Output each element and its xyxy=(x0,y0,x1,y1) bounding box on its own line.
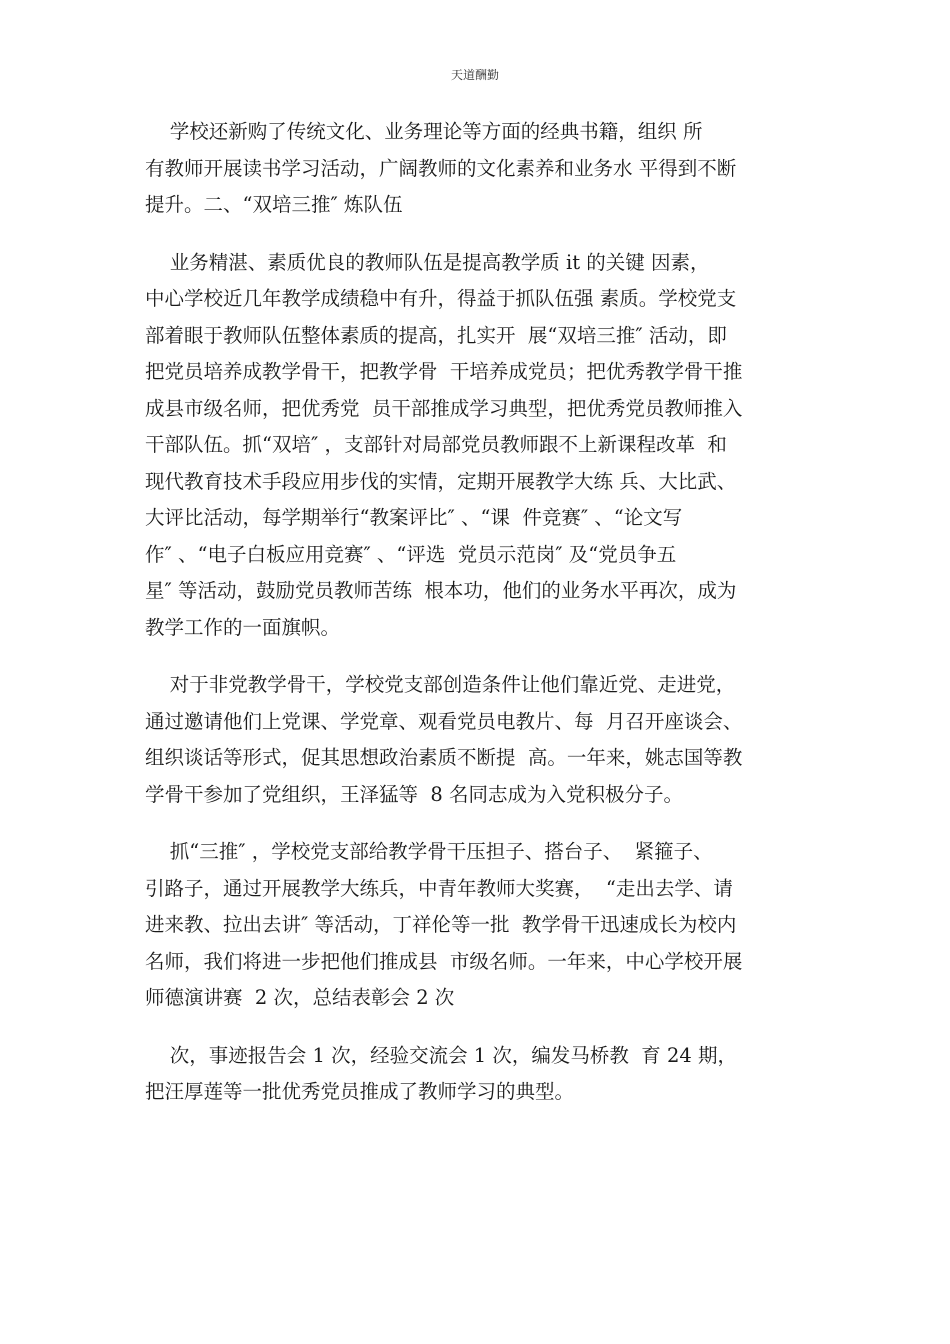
text-line: 星″ 等活动，鼓励党员教师苦练 根本功，他们的业务水平再次，成为 xyxy=(145,579,737,602)
text-line: 组织谈话等形式，促其思想政治素质不断提 高。一年来，姚志国等教 xyxy=(145,746,743,769)
text-line: 现代教育技术手段应用步伐的实情，定期开展教学大练 兵、大比武、 xyxy=(145,469,737,493)
text-line: 中心学校近几年教学成绩稳中有升，得益于抓队伍强 素质。学校党支 xyxy=(145,287,737,310)
text-line: 干部队伍。抓“双培″ ，支部针对局部党员教师跟不上新课程改革 和 xyxy=(145,433,727,456)
paragraph-2 xyxy=(145,245,813,647)
text-line: 学校还新购了传统文化、业务理论等方面的经典书籍，组织 所 xyxy=(145,120,703,143)
text-line: 提升。二、“双培三推″ 炼队伍 xyxy=(145,193,403,216)
text-line: 引路子，通过开展教学大练兵，中青年教师大奖赛， “走出去学、请 xyxy=(145,876,733,900)
text-line: 次，事迹报告会 1 次，经验交流会 1 次，编发马桥教 育 24 期， xyxy=(145,1043,738,1067)
text-line: 学骨干参加了党组织，王泽猛等 8 名同志成为入党积极分子。 xyxy=(145,782,684,806)
text-line: 进来教、拉出去讲″ 等活动，丁祥伦等一批 教学骨干迅速成长为校内 xyxy=(145,913,737,936)
page-header: 天道酬勤 xyxy=(450,68,499,82)
paragraph-3 xyxy=(145,667,813,813)
text-line: 名师，我们将进一步把他们推成县 市级名师。一年来，中心学校开展 xyxy=(145,949,743,973)
text-line: 部着眼于教师队伍整体素质的提高，扎实开 展“双培三推″ 活动，即 xyxy=(145,323,727,347)
text-line: 业务精湛、素质优良的教师队伍是提高教学质 it 的关键 因素， xyxy=(145,250,710,274)
document-body xyxy=(145,114,813,1132)
text-line: 抓“三推″ ，学校党支部给教学骨干压担子、搭台子、 紧箍子、 xyxy=(145,840,713,863)
paragraph-1 xyxy=(145,114,813,224)
text-line: 大评比活动，每学期举行“教案评比″ 、“课 件竞赛″ 、“论文写 xyxy=(145,506,683,529)
text-line: 通过邀请他们上党课、学党章、观看党员电教片、每 月召开座谈会、 xyxy=(145,709,743,733)
text-line: 作″ 、“电子白板应用竞赛″ 、“评选 党员示范岗″ 及“党员争五 xyxy=(145,542,677,566)
text-line: 把党员培养成教学骨干，把教学骨 干培养成党员；把优秀教学骨干推 xyxy=(145,360,743,383)
paragraph-5 xyxy=(145,1038,813,1111)
text-line: 成县市级名师，把优秀党 员干部推成学习典型，把优秀党员教师推入 xyxy=(145,396,743,420)
text-line: 教学工作的一面旗帜。 xyxy=(145,615,341,639)
paragraph-4 xyxy=(145,834,813,1017)
text-line: 把汪厚莲等一批优秀党员推成了教师学习的典型。 xyxy=(145,1080,575,1103)
text-line: 师德演讲赛 2 次，总结表彰会 2 次 xyxy=(145,986,455,1009)
text-line: 有教师开展读书学习活动，广阔教师的文化素养和业务水 平得到不断 xyxy=(145,156,737,180)
text-line: 对于非党教学骨干，学校党支部创造条件让他们靠近党、走进党， xyxy=(145,673,736,696)
